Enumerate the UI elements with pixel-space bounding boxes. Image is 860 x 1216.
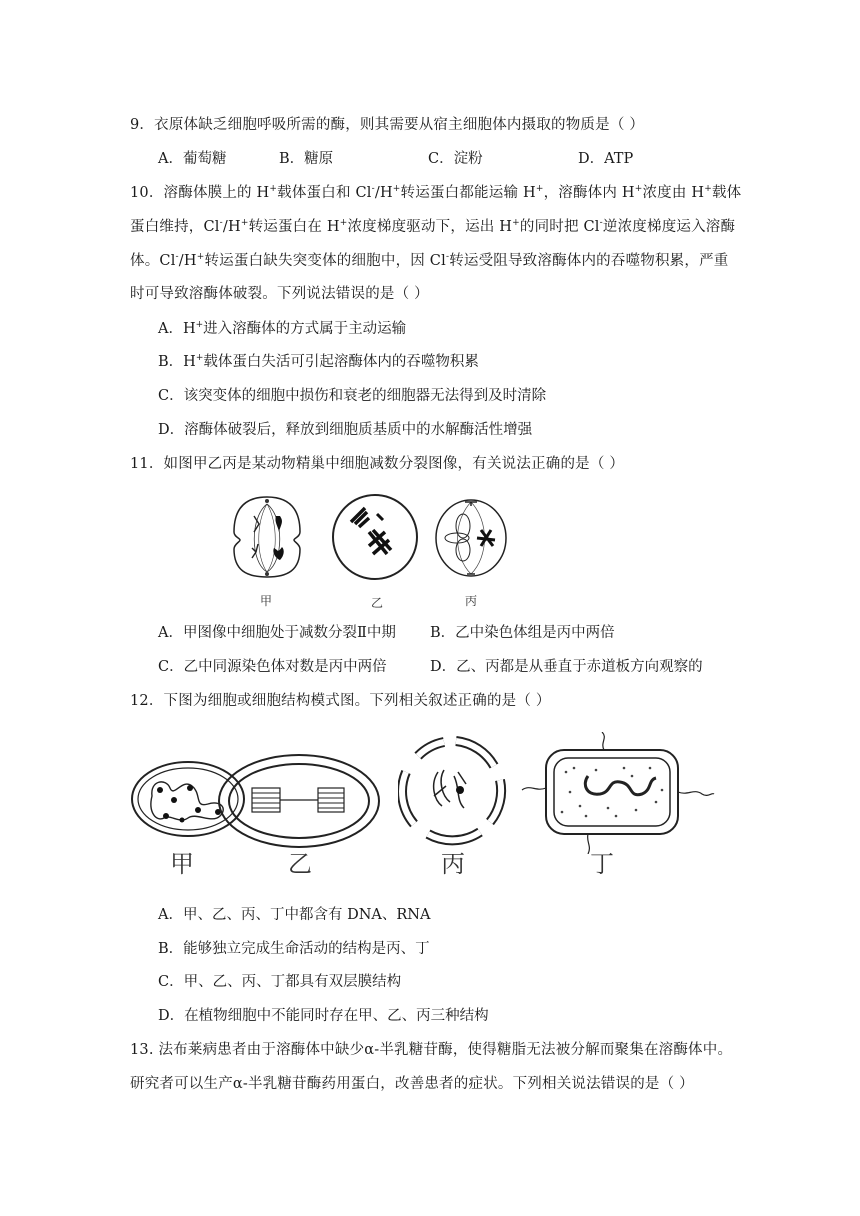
- q11-option-b: B．乙中染色体组是丙中两倍: [430, 625, 615, 641]
- q11-option-d: D．乙、丙都是从垂直于赤道板方向观察的: [430, 659, 703, 675]
- q11-cell-yi: [329, 492, 421, 582]
- q12-structure-yi: [216, 752, 382, 850]
- q10-option-c: C．该突变体的细胞中损伤和衰老的细胞器无法得到及时清除: [158, 388, 547, 404]
- q12-structure-ding: [516, 732, 716, 854]
- q12-label-ding: 丁: [590, 850, 614, 878]
- q11-cell-bing: [433, 496, 511, 580]
- q11-cell-jia: [228, 492, 306, 582]
- q12-option-b: B．能够独立完成生命活动的结构是丙、丁: [158, 941, 430, 957]
- q11-label-jia: 甲: [260, 594, 273, 608]
- q9-option-a: A．葡萄糖: [158, 151, 227, 167]
- q9-option-b: B．糖原: [279, 151, 334, 167]
- q10-line-1: 10．溶酶体膜上的 H+载体蛋白和 Cl-/H+转运蛋白都能运输 H+，溶酶体内 H+浓度由 H+载体: [130, 184, 742, 201]
- q11-option-a: A．甲图像中细胞处于减数分裂Ⅱ中期: [158, 625, 396, 641]
- q12-label-yi: 乙: [288, 850, 312, 878]
- q10-line-4: 时可导致溶酶体破裂。下列说法错误的是（ ）: [130, 286, 429, 302]
- q13-line-1: 13. 法布莱病患者由于溶酶体中缺少α-半乳糖苷酶，使得糖脂无法被分解而聚集在溶酶体中。: [130, 1042, 733, 1058]
- q11-label-yi: 乙: [371, 596, 384, 610]
- q9-option-d: D．ATP: [578, 151, 634, 167]
- q10-option-b: B．H+载体蛋白失活可引起溶酶体内的吞噬物积累: [158, 353, 479, 370]
- q9-stem: 9．衣原体缺乏细胞呼吸所需的酶，则其需要从宿主细胞体内摄取的物质是（ ）: [130, 117, 645, 133]
- q10-line-2: 蛋白维持，Cl-/H+转运蛋白在 H+浓度梯度驱动下，运出 H+的同时把 Cl-逆浓度梯度运入溶酶: [130, 218, 736, 235]
- q12-option-c: C．甲、乙、丙、丁都具有双层膜结构: [158, 974, 402, 990]
- q12-option-a: A．甲、乙、丙、丁中都含有 DNA、RNA: [158, 907, 431, 923]
- q12-option-d: D．在植物细胞中不能同时存在甲、乙、丙三种结构: [158, 1008, 489, 1024]
- q10-option-d: D．溶酶体破裂后，释放到细胞质基质中的水解酶活性增强: [158, 422, 533, 438]
- q11-label-bing: 丙: [465, 594, 478, 608]
- q9-option-c: C．淀粉: [428, 151, 483, 167]
- q12-label-jia: 甲: [170, 850, 194, 878]
- q10-line-3: 体。Cl-/H+转运蛋白缺失突变体的细胞中，因 Cl-转运受阻导致溶酶体内的吞噬物积累，严重: [130, 252, 729, 269]
- q11-stem: 11．如图甲乙丙是某动物精巢中细胞减数分裂图像，有关说法正确的是（ ）: [130, 456, 625, 472]
- q12-structure-bing: [398, 736, 508, 846]
- q12-label-bing: 丙: [441, 850, 465, 878]
- q11-option-c: C．乙中同源染色体对数是丙中两倍: [158, 659, 387, 675]
- q10-option-a: A．H+进入溶酶体的方式属于主动运输: [158, 320, 407, 337]
- q12-stem: 12．下图为细胞或细胞结构模式图。下列相关叙述正确的是（ ）: [130, 693, 551, 709]
- q13-line-2: 研究者可以生产α-半乳糖苷酶药用蛋白，改善患者的症状。下列相关说法错误的是（ ）: [130, 1076, 694, 1092]
